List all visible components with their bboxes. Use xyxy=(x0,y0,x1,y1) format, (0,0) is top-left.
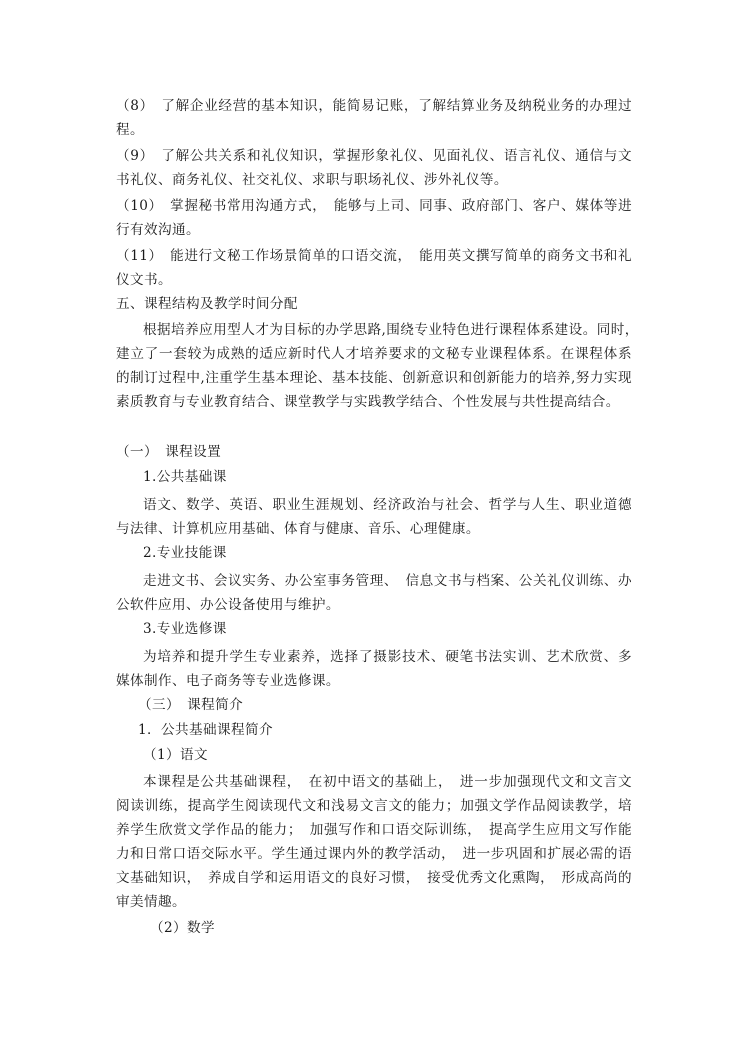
objective-item-10: （10） 掌握秘书常用沟通方式， 能够与上司、同事、政府部门、客户、媒体等进行有效沟通。 xyxy=(116,198,632,238)
subsection-title-elective: 3.专业选修课 xyxy=(143,621,227,637)
course-title-math: （2）数学 xyxy=(150,920,216,936)
section-intro-paragraph: 根据培养应用型人才为目标的办学思路,围绕专业特色进行课程体系建设。同时， 建立了一套较为成熟的适应新时代人才培养要求的文秘专业课程体系。在课程体系的制订过程中,注重学生基本理论、基本技能、创新意识和创新能力的培养,努力实现素质教育与专业教育结合、课堂教学与实践教学结合、个性发展与共性提高结合。 xyxy=(116,322,646,410)
subsection-title-public-basic: 1.公共基础课 xyxy=(143,469,227,485)
course-description-chinese: 本课程是公共基础课程， 在初中语文的基础上， 进一步加强现代文和文言文阅读训练，提高学生阅读现代文和浅易文言文的能力；加强文学作品阅读教学，培养学生欣赏文学作品的能力； 加强写作和口语交际训练， 提高学生应用文写作能力和日常口语交际水平。学生通过课内外的教学活动， 进一步巩固和扩展必需的语文基础知识， 养成自学和运用语文的良好习惯， 接受优秀文化熏陶， 形成高尚的审美情趣。 xyxy=(116,774,632,910)
objective-item-11: （11） 能进行文秘工作场景简单的口语交流， 能用英文撰写简单的商务文书和礼仪文书。 xyxy=(116,248,632,288)
subsection-title-professional-skill: 2.专业技能课 xyxy=(143,545,227,561)
elective-courses-list: 为培养和提升学生专业素养，选择了摄影技术、硬笔书法实训、艺术欣赏、多媒体制作、电子商务等专业选修课。 xyxy=(116,649,632,689)
section-heading: 五、课程结构及教学时间分配 xyxy=(116,296,298,312)
subsection-heading-course-setup: （一） 课程设置 xyxy=(116,444,222,460)
subsection-title-public-basic-intro: 1．公共基础课程简介 xyxy=(138,722,273,738)
objective-item-8: （8） 了解企业经营的基本知识，能简易记账，了解结算业务及纳税业务的办理过程。 xyxy=(116,98,632,138)
objective-item-9: （9） 了解公共关系和礼仪知识，掌握形象礼仪、见面礼仪、语言礼仪、通信与文书礼仪、商务礼仪、社交礼仪、求职与职场礼仪、涉外礼仪等。 xyxy=(116,148,632,188)
subsection-heading-course-intro: （三） 课程简介 xyxy=(138,697,244,713)
public-basic-courses-list: 语文、数学、英语、职业生涯规划、经济政治与社会、哲学与人生、职业道德与法律、计算机应用基础、体育与健康、音乐、心理健康。 xyxy=(116,497,632,537)
professional-skill-courses-list: 走进文书、会议实务、办公室事务管理、 信息文书与档案、公关礼仪训练、办公软件应用、办公设备使用与维护。 xyxy=(116,573,632,613)
course-title-chinese: （1）语文 xyxy=(143,747,209,763)
